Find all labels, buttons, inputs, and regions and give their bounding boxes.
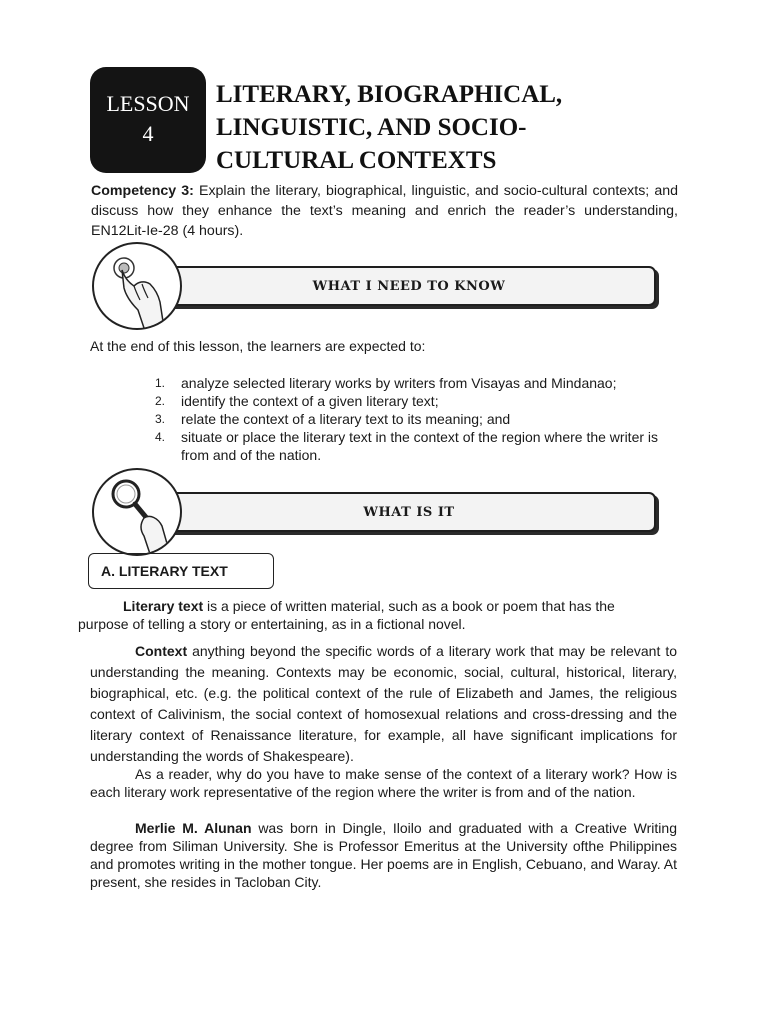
lesson-label: LESSON (106, 91, 190, 116)
term: Literary text (123, 598, 204, 614)
term: Merlie M. Alunan (135, 820, 252, 836)
list-item: 2. identify the context of a given literary text; (155, 393, 439, 409)
hand-pointer-icon (92, 242, 182, 330)
what-i-need-to-know-banner (162, 266, 656, 306)
what-is-it-banner (162, 492, 656, 532)
term: Context (135, 643, 188, 659)
list-item: 4. situate or place the literary text in the context of the region where the writer is from and of the nation. (155, 429, 659, 463)
literary-text-paragraph: Literary text is a piece of written material, such as a book or poem that has the purpose of telling a story or entertaining, as in a fictional novel. (78, 598, 615, 632)
banner-label: WHAT I NEED TO KNOW (312, 278, 506, 294)
reader-paragraph: As a reader, why do you have to make sense of the context of a literary work? How is each literary work representative of the region where the writer is from and of the nation. (90, 766, 677, 800)
page-title (216, 78, 636, 177)
competency-statement (91, 181, 678, 241)
competency-text: Explain the literary, biographical, linguistic, and socio-cultural contexts; and discuss how they enhance the text’s meaning and enrich the reader’s understanding, EN12Lit-Ie-28 (4 hours). (91, 183, 679, 239)
section-heading-literary-text: A. LITERARY TEXT (88, 553, 274, 589)
title-line: LITERARY, BIOGRAPHICAL, (216, 81, 563, 108)
alunan-paragraph: Merlie M. Alunan was born in Dingle, Iloilo and graduated with a Creative Writing degree from Siliman University. She is Professor Emeritus at the University ofthe Philippines and promotes writing in the mother tongue. Her poems are in English, Cebuano, and Waray. At present, she resides in Tacloban City. (90, 820, 677, 890)
list-item: 3. relate the context of a literary text to its meaning; and (155, 411, 511, 427)
banner-label: WHAT IS IT (363, 504, 455, 520)
competency-label: Competency 3: (91, 183, 194, 199)
context-paragraph: Context anything beyond the specific words of a literary work that may be relevant to understanding the meaning. Contexts may be economic, social, cultural, historical, literary, biographical, etc. (e.g. the political context of the rule of Elizabeth and James, the religious context of Calivinism, the social context of homosexual relations and cross-dressing and the literary context of Renaissance literature, for example, all have significant implications for understanding the words of Shakespeare). (90, 643, 677, 764)
objectives-intro: At the end of this lesson, the learners are expected to: (90, 338, 426, 354)
title-line: CULTURAL CONTEXTS (216, 147, 497, 174)
objectives-list (155, 374, 675, 464)
list-item: 1. analyze selected literary works by writers from Visayas and Mindanao; (155, 375, 617, 391)
lesson-number: 4 (142, 121, 154, 146)
lesson-badge (90, 67, 206, 173)
title-line: LINGUISTIC, AND SOCIO- (216, 114, 527, 141)
magnifying-glass-icon (92, 468, 182, 556)
